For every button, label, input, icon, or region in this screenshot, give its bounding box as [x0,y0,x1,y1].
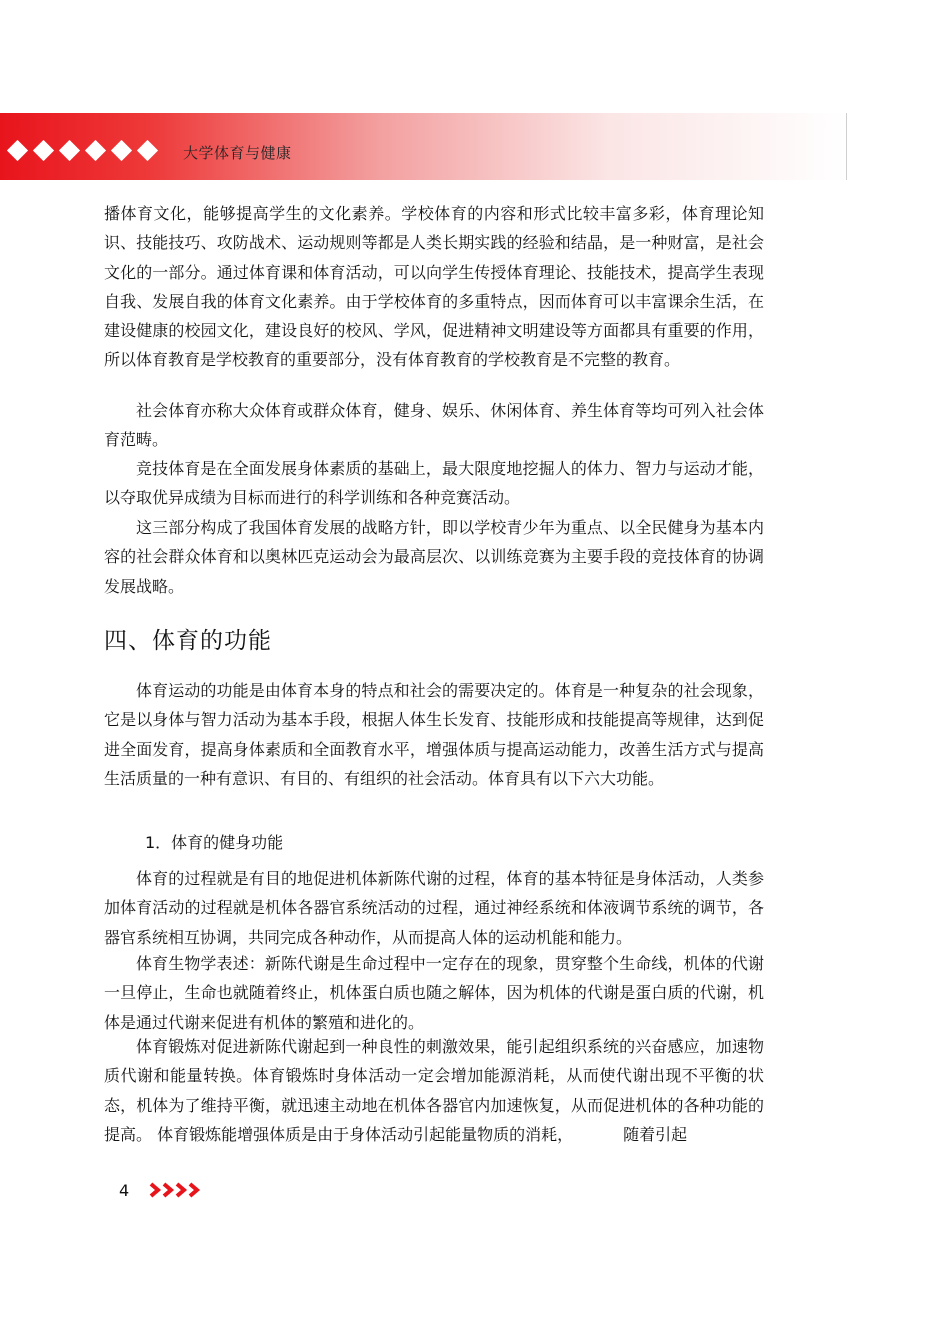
diamond-icon [111,140,132,161]
diamond-icon [7,140,28,161]
diamond-icon [137,140,158,161]
section-heading: 四、体育的功能 [104,628,272,654]
diamond-icon [33,140,54,161]
paragraph-continuation: 随着引起 [623,1124,688,1144]
page-number: 4 [119,1181,130,1200]
paragraph: 这三部分构成了我国体育发展的战略方针，即以学校青少年为重点、以全民健身为基本内容的社会群众体育和以奥林匹克运动会为最高层次、以训练竞赛为主要手段的竞技体育的协调发展战略。 [104,518,764,596]
paragraph: 竞技体育是在全面发展身体素质的基础上，最大限度地挖掘人的体力、智力与运动才能，以夺取优异成绩为目标而进行的科学训练和各种竞赛活动。 [104,459,764,508]
paragraph [104,1032,764,1149]
diamond-icon [85,140,106,161]
paragraph: 播体育文化，能够提高学生的文化素养。学校体育的内容和形式比较丰富多彩，体育理论知识、技能技巧、攻防战术、运动规则等都是人类长期实践的经验和结晶，是一种财富，是社会文化的一部分。通过体育课和体育活动，可以向学生传授体育理论、技能技术，提高学生表现自我、发展自我的体育文化素养。由于学校体育的多重特点，因而体育可以丰富课余生活，在建设健康的校园文化，建设良好的校风、学风，促进精神文明建设等方面都具有重要的作用，所以体育教育是学校教育的重要部分，没有体育教育的学校教育是不完整的教育。 [104,204,764,370]
paragraph: 体育的过程就是有目的地促进机体新陈代谢的过程，体育的基本特征是身体活动，人类参加体育活动的过程就是机体各器官系统活动的过程，通过神经系统和体液调节系统的调节，各器官系统相互协调，共同完成各种动作，从而提高人体的运动机能和能力。 [104,869,764,947]
chevrons-right-icon [149,1182,203,1198]
header-divider [846,113,847,180]
running-header-title: 大学体育与健康 [183,144,292,162]
paragraph: 体育生物学表述：新陈代谢是生命过程中一定存在的现象，贯穿整个生命线，机体的代谢一旦停止，生命也就随着终止，机体蛋白质也随之解体，因为机体的代谢是蛋白质的代谢，机体是通过代谢来促进有机体的繁殖和进化的。 [104,954,764,1032]
paragraph-text: 体育锻炼对促进新陈代谢起到一种良性的刺激效果，能引起组织系统的兴奋感应，加速物质代谢和能量转换。体育锻炼时身体活动一定会增加能源消耗，从而使代谢出现不平衡的状态，机体为了维持平衡，就迅速主动地在机体各器官内加速恢复，从而促进机体的各种功能的提高。 体育锻炼能增强体质是由于身体活动引起能量物质的消耗， [104,1037,764,1144]
subsection-heading: 1．体育的健身功能 [145,833,284,852]
diamond-icon [59,140,80,161]
paragraph: 社会体育亦称大众体育或群众体育，健身、娱乐、休闲体育、养生体育等均可列入社会体育范畴。 [104,401,764,450]
header-diamonds [6,141,166,163]
paragraph: 体育运动的功能是由体育本身的特点和社会的需要决定的。体育是一种复杂的社会现象，它是以身体与智力活动为基本手段，根据人体生长发育、技能形成和技能提高等规律，达到促进全面发育，提高身体素质和全面教育水平，增强体质与提高运动能力，改善生活方式与提高生活质量的一种有意识、有目的、有组织的社会活动。体育具有以下六大功能。 [104,681,764,788]
